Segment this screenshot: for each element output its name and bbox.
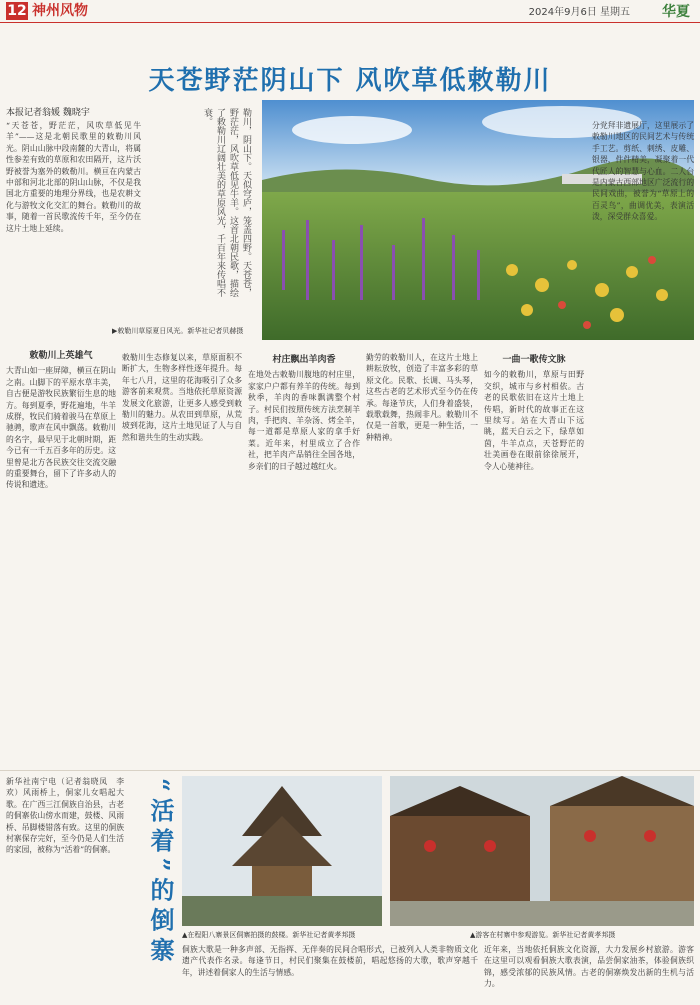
article-paragraph-c: 在地处古敕勒川腹地的村庄里，家家户户都有养羊的传统。每到秋季，羊肉的香味飘满整个村子。村民们按照传统方法烹制羊肉，手把肉、羊杂汤、烤全羊，每一道都是草原人家的拿手好菜。近年来，村里成立了合作社，把羊肉产品销往全国各地，乡亲们的日子越过越红火。 — [248, 370, 360, 471]
article-column-2 — [122, 352, 242, 752]
byline: 本报记者翁媛 魏晓宇 — [6, 108, 90, 118]
article-column-4 — [366, 352, 478, 752]
bottom-column-2 — [182, 944, 478, 1002]
photo-caption-1: ▶敕勒川草原夏日风光。新华社记者贝赫摄 — [112, 327, 244, 335]
bottom-column-3 — [484, 944, 694, 1002]
intro-paragraph: “天苍苍，野茫茫，风吹草低见牛羊”——这是北朝民歌里的敕勒川风光。阴山山脉中段南麓的大青山，将属性参差有致的草原和农田隔开，这片沃野被誉为塞外的敕勒川。横亘在内蒙古中部和河北北部的阴山山脉，不仅是我国北方重要的地理分界线，也是农耕文化与游牧文化交汇的舞台。敕勒川的故事，随着一首民歌流传千年，至今仍在这片土地上延续。 — [6, 121, 141, 233]
subheading-1: 敕勒川上英雄气 — [29, 351, 93, 361]
article-paragraph-d: 勤劳的敕勒川人，在这片土地上耕耘放牧，创造了丰富多彩的草原文化。民歌、长调、马头琴，这些古老的艺术形式至今仍在传承。每逢节庆，人们身着盛装，载歌载舞，热闹非凡。敕勒川不仅是一首歌，更是一种生活，一种精神。 — [366, 353, 478, 442]
headline: 天苍野茫阴山下 风吹草低敕勒川 — [148, 66, 552, 96]
bottom-paragraph-3: 近年来，当地依托侗族文化资源，大力发展乡村旅游。游客在这里可以观看侗族大歌表演，品尝侗家油茶，体验侗族织锦，感受浓郁的民族风情。古老的侗寨焕发出新的生机与活力。 — [484, 945, 694, 989]
article-column-1 — [6, 348, 116, 768]
intro-column — [6, 120, 141, 345]
bottom-paragraph-1: 新华社南宁电（记者翁晓凤 李欢）风雨桥上，侗家儿女唱起大歌。在广西三江侗族自治县，古老的侗寨依山傍水而建，鼓楼、风雨桥、吊脚楼错落有致。这里的侗族村寨保存完好，至今仍是人们生活的家园，被称为“活着”的侗寨。 — [6, 777, 124, 855]
poem-column: 勒川，阴山下。天似穹庐，笼盖四野。天苍苍，野茫茫，风吹草低见牛羊。这首北朝民歌，描绘了敕勒川辽阔壮美的草原风光，千百年来传唱不衰。 — [202, 108, 251, 297]
masthead — [0, 0, 700, 23]
village-image — [390, 776, 694, 926]
subheading-2: 村庄飘出羊肉香 — [272, 355, 336, 365]
article-paragraph-a: 大青山如一座屏障，横亘在阴山之南。山脚下的平原水草丰美，自古便是游牧民族繁衍生息的地方。每到夏季，野花遍地，牛羊成群，牧民们骑着骏马在草原上驰骋，歌声在风中飘荡。敕勒川的名字，最早见于北朝时期，距今已有一千五百多年的历史。这里曾是北方各民族交往交流交融的重要舞台，留下了许多动人的传说和遗迹。 — [6, 366, 116, 490]
subheading-3: 一曲一歌传文脉 — [502, 355, 566, 365]
village-photo — [390, 776, 694, 926]
drum-tower-photo — [182, 776, 382, 926]
section-divider — [0, 770, 700, 771]
bottom-paragraph-2: 侗族大歌是一种多声部、无指挥、无伴奏的民间合唱形式，已被列入人类非物质文化遗产代表作名录。每逢节日，村民们聚集在鼓楼前，唱起悠扬的大歌，歌声穿越千年，讲述着侗家人的生活与情感。 — [182, 945, 478, 977]
kicker-title: “活着”的倒寨 — [146, 778, 175, 968]
article-paragraph-b: 敕勒川生态修复以来，草原面积不断扩大，生物多样性逐年提升。每年七八月，这里的花海吸引了众多游客前来观赏。当地依托草原资源发展文化旅游，让更多人感受到敕勒川的魅力。从农田到草原，从荒坡到花海，这片土地见证了人与自然和谐共生的生动实践。 — [122, 353, 242, 442]
article-column-5 — [484, 352, 584, 752]
page-number: 12 — [7, 3, 27, 19]
article-column-3 — [248, 352, 360, 752]
article-paragraph-e: 如今的敕勒川，草原与田野交织，城市与乡村相依。古老的民歌依旧在这片土地上传唱，新时代的故事正在这里续写。站在大青山下远眺，蓝天白云之下，绿草如茵，牛羊点点，天苍野茫的壮美画卷在眼前徐徐展开，令人心驰神往。 — [484, 370, 584, 471]
article-paragraph-f: 分党拜非遗展厅，这里展示了敕勒川地区的民间艺术与传统手工艺。剪纸、刺绣、皮雕、银器，件件精美，凝聚着一代代匠人的智慧与心血。二人台是内蒙古西部地区广泛流行的民间戏曲，被誉为“草原上的百灵鸟”，曲调优美，表演活泼，深受群众喜爱。 — [592, 121, 694, 222]
brand-logo: 华夏 — [662, 4, 690, 20]
drum-tower-image — [182, 776, 382, 926]
issue-date: 2024年9月6日 星期五 — [528, 7, 630, 18]
photo-caption-3: ▲游客在村寨中参观游览。新华社记者黄孝邦摄 — [470, 931, 616, 939]
section-name: 神州风物 — [32, 3, 88, 19]
article-column-6 — [592, 120, 694, 768]
photo-caption-2: ▲在程阳八寨景区侗寨拍摄的鼓楼。新华社记者黄孝邦摄 — [182, 931, 356, 939]
bottom-column-1 — [6, 776, 124, 1001]
